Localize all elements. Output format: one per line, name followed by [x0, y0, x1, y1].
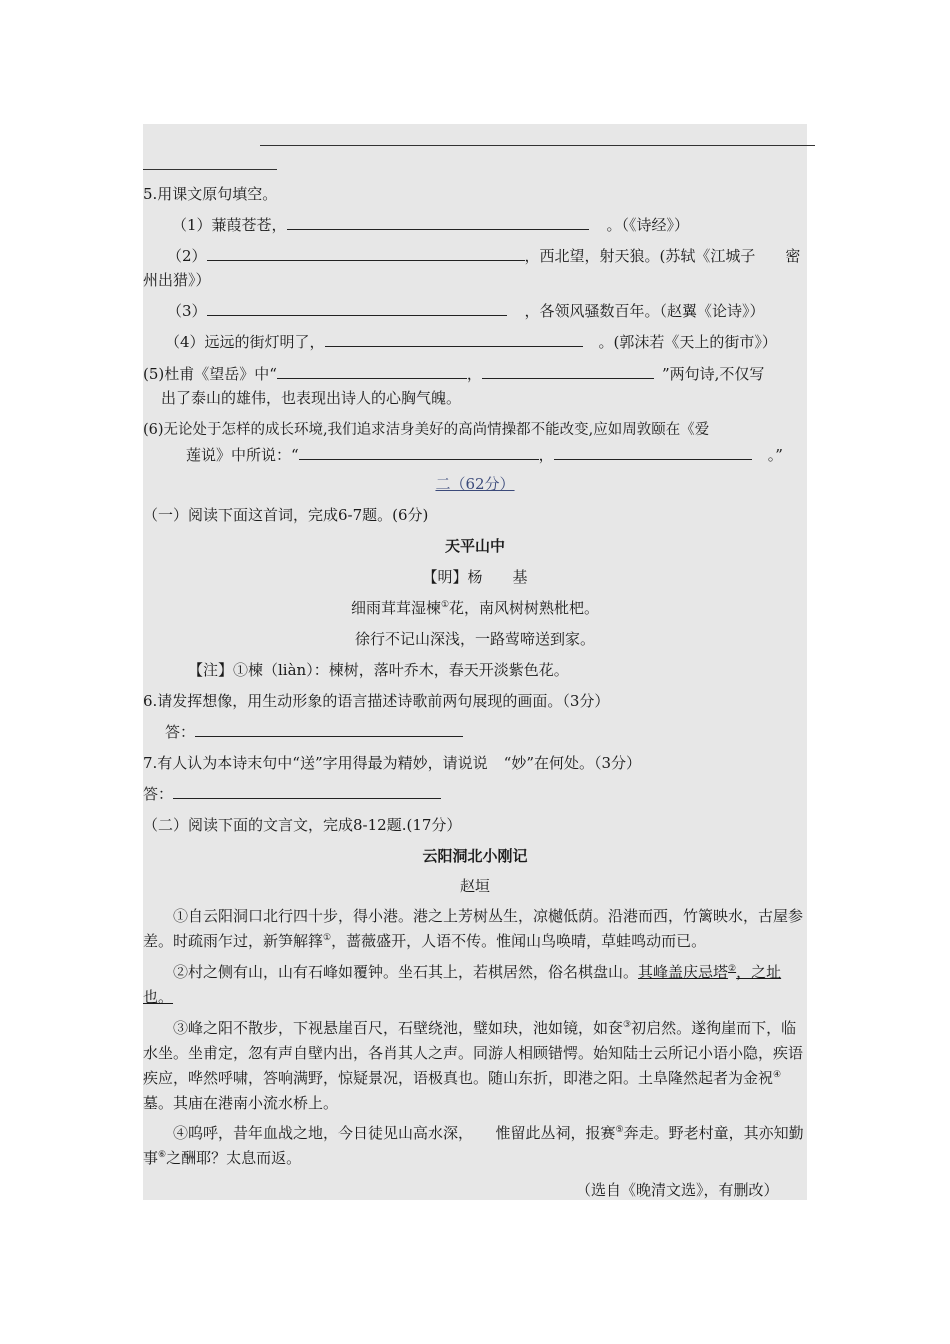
q5-item1	[172, 215, 689, 235]
poem-line-1	[143, 598, 807, 618]
q7-answer-label: 答：	[143, 785, 174, 803]
q5-item4	[165, 332, 777, 352]
poem-title: 天平山中	[444, 537, 505, 555]
note-mark: ①	[323, 933, 332, 943]
note-mark: ③	[623, 1020, 632, 1030]
q5-item4-blank[interactable]	[325, 332, 583, 347]
q7-text-b: “妙”在何处。（3分）	[503, 754, 642, 772]
p3b: 初启然。遂徇崖而下，临水坐。坐甫定，忽有声自壁内出，各肖其人之声。同游人相顾错愕。始知陆士云所记小语小隐，疾语疾应，哗然呼啸，答响满野，惊疑景况，语极真也。随山东折，即港之阳。土阜隆然起者为金祝	[143, 1019, 804, 1087]
essay-paragraph-2	[143, 960, 807, 1010]
q5-item5-suffix: ”两句诗,不仅写	[661, 365, 765, 383]
poem-author: 【明】杨 基	[422, 568, 528, 586]
q5-item4-suffix: 。(郭沫若《天上的街市》）	[598, 333, 777, 351]
note-mark: ④	[773, 1070, 782, 1080]
q5-item5-mid: ，	[466, 365, 482, 383]
q5-item1-prefix: （1）蒹葭苍苍，	[172, 216, 287, 234]
essay-paragraph-1	[143, 904, 807, 954]
poem-note: 【注】①楝（liàn）：楝树，落叶乔木，春天开淡紫色花。	[188, 661, 569, 679]
q5-item4-prefix: （4）远远的街灯明了，	[165, 333, 325, 351]
q5-item6-suffix: 。”	[767, 446, 783, 464]
essay-title: 云阳洞北小刚记	[422, 847, 528, 865]
q7-answer-blank[interactable]	[173, 784, 441, 799]
q5-item5-wrap: 出了泰山的雄伟，也表现出诗人的心胸气魄。	[161, 389, 462, 407]
q5-heading: 5.用课文原句填空。	[143, 185, 278, 203]
section-2-part1: （一）阅读下面这首词，完成6-7题。(6分)	[143, 506, 429, 524]
q5-item2-prefix: （2）	[167, 247, 207, 265]
q5-item6-line1: (6)无论处于怎样的成长环境,我们追求洁身美好的高尚情操都不能改变,应如周敦颐在《爱	[143, 422, 710, 438]
poem-line-1b: 花，南风树树熟枇杷。	[449, 599, 600, 617]
q5-item1-blank[interactable]	[287, 215, 589, 230]
poem-line-1a: 细雨茸茸湿楝	[350, 599, 441, 617]
q5-item5-blank-1[interactable]	[277, 364, 467, 379]
section-2-part2: （二）阅读下面的文言文，完成8-12题.(17分）	[143, 816, 462, 834]
p1b: ，蔷薇盛开，人语不传。惟闻山鸟唤晴，草蛙鸣动而已。	[331, 932, 707, 950]
q5-item5	[143, 364, 764, 384]
essay-source: （选自《晚清文选》，有删改）	[576, 1181, 779, 1199]
q6-text: 6.请发挥想像，用生动形象的语言描述诗歌前两句展现的画面。（3分）	[143, 692, 610, 710]
essay-author: 赵垣	[459, 877, 490, 895]
q5-item2-blank[interactable]	[207, 246, 525, 261]
section-2-title: 二（62分）	[435, 475, 515, 493]
q6-answer-blank[interactable]	[195, 722, 463, 737]
p4b: 奔走。野老村童，其亦知勤事	[143, 1124, 804, 1167]
p3a: ③峰之阳不散步，下视悬崖百尺，石壁绕池，璧如玦，池如镜，如奁	[173, 1019, 624, 1037]
p1a: ①自云阳洞口北行四十步，得小港。港之上芳树丛生，凉樾低荫。沿港而西，竹篱映水，古屋参差。时疏雨乍过，新笋解箨	[143, 907, 804, 950]
essay-paragraph-3	[143, 1016, 807, 1116]
p4c: 之酬耶？太息而返。	[166, 1149, 302, 1167]
answer-line-top-short	[143, 169, 277, 170]
p4a: ④呜呼，昔年血战之地，今日徒见山高水深， 惟留此丛祠，报赛	[173, 1124, 616, 1142]
q7-text-a: 7.有人认为本诗末句中“送”字用得最为精妙，请说说	[143, 754, 488, 772]
poem-line-2: 徐行不记山深浅，一路莺啼送到家。	[354, 630, 595, 648]
q5-item2-suffix: ，西北望，射天狼。(苏轼《江城子 密	[524, 247, 801, 265]
q6-answer	[165, 722, 463, 742]
q5-item6-blank-1[interactable]	[299, 445, 539, 460]
q5-item6-blank-2[interactable]	[554, 445, 752, 460]
note-mark: ①	[440, 600, 450, 610]
note-mark: ②	[728, 964, 737, 974]
note-mark: ⑤	[615, 1125, 624, 1135]
q5-item5-blank-2[interactable]	[482, 364, 654, 379]
q6-answer-label: 答：	[165, 723, 196, 741]
q5-item1-suffix: 。（《诗经》）	[606, 216, 690, 234]
q5-item2	[167, 246, 800, 266]
q5-item6-prefix: 莲说》中所说：“	[186, 446, 299, 464]
q7-text	[143, 753, 641, 773]
p3c: 墓。其庙在港南小流水桥上。	[143, 1094, 339, 1112]
q5-item5-prefix: (5)杜甫《望岳》中“	[143, 365, 277, 383]
p2a: ②村之侧有山，山有石峰如覆钟。坐石其上，若棋居然，俗名棋盘山。	[173, 963, 639, 981]
p2-underlined-2: ，之址也。	[143, 963, 782, 1006]
q5-item6-line2	[186, 445, 783, 465]
p2-underlined-1: 其峰盖庆忌塔	[638, 963, 729, 981]
essay-paragraph-4	[143, 1121, 807, 1171]
q5-item3-suffix: ，各领风骚数百年。（赵翼《论诗》）	[524, 302, 765, 320]
q7-answer	[143, 784, 441, 804]
note-mark: ⑥	[158, 1150, 167, 1160]
q5-item3-prefix: （3）	[167, 302, 207, 320]
q5-item6-mid: ，	[538, 446, 554, 464]
q5-item3	[167, 301, 765, 321]
q5-item3-blank[interactable]	[207, 301, 507, 316]
q5-item2-wrap: 州出猎》）	[143, 271, 211, 289]
answer-line-top	[260, 145, 815, 146]
